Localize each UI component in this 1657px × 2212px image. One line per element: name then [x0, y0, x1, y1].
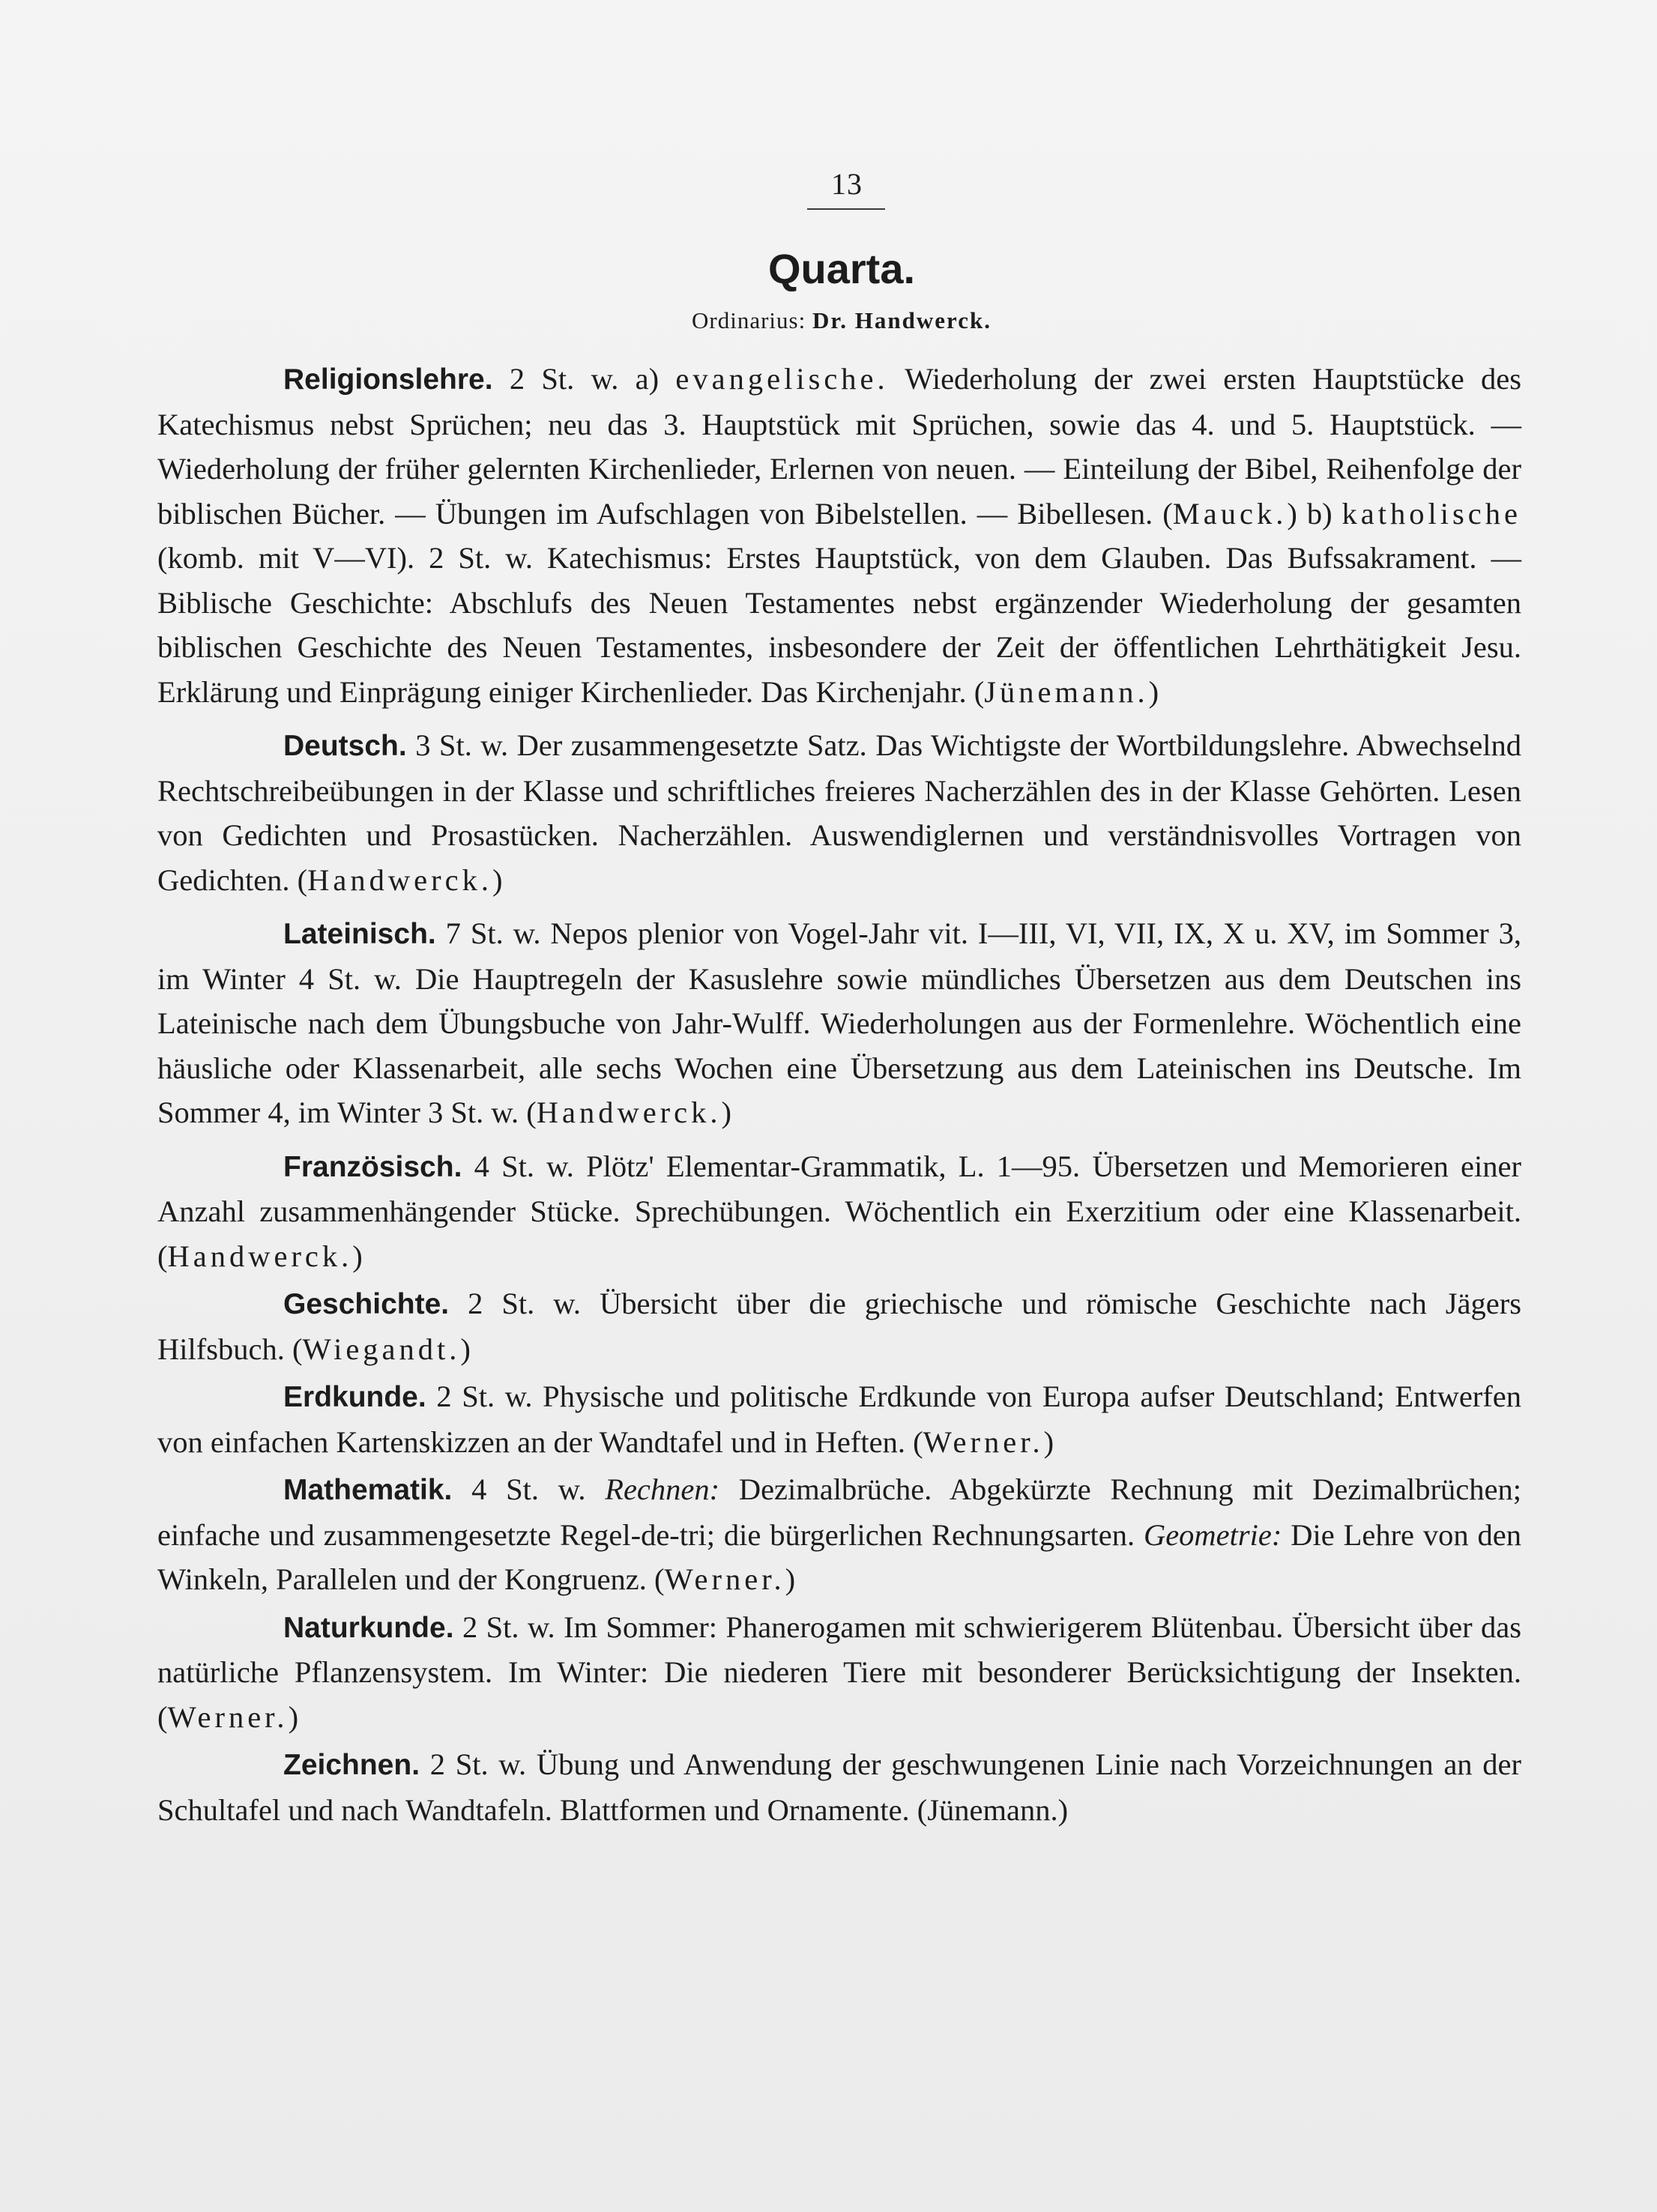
section-text: 2 St. w. Physische und politische Erdkunde von Europa aufser Deutschland; Entwerfen von einfachen Kartenskizzen an der Wandtafel und in Heften. ( — [157, 1380, 1521, 1459]
section-spaced-term: katholische — [1341, 496, 1521, 531]
section-religionslehre — [157, 357, 1521, 714]
section-spaced-term: evangelische. — [675, 362, 889, 396]
page-title: Quarta. — [767, 245, 916, 292]
page-number: 13 — [831, 167, 863, 201]
section-text: 2 St. w. Übersicht über die griechische und römische Geschichte nach Jägers Hilfsbuch. ( — [157, 1287, 1521, 1366]
section-text: 7 St. w. Nepos plenior von Vogel-Jahr vit. I—III, VI, VII, IX, X u. XV, im Sommer 3, im Winter 4 St. w. Die Hauptregeln der Kasuslehre sowie mündliches Übersetzen aus dem Deutschen ins Lateinische nach dem Übungsbuche von Jahr-Wulff. Wiederholungen aus der Formenlehre. Wöchentlich eine häusliche oder Klassenarbeit, alle sechs Wochen eine Übersetzung aus dem Lateinischen ins Deutsche. Im Sommer 4, im Winter 3 St. w. ( — [157, 916, 1521, 1129]
teacher-name: Handwerck. — [167, 1239, 353, 1273]
section-deutsch — [157, 723, 1521, 902]
subject-heading: Mathematik. — [283, 1474, 453, 1506]
section-text: 2 St. w. Im Sommer: Phanerogamen mit schwierigerem Blütenbau. Übersicht über das natürliche Pflanzensystem. Im Winter: Die niederen Tiere mit besonderer Berücksichtigung der Insekten. ( — [157, 1610, 1521, 1734]
section-text: 3 St. w. Der zusammengesetzte Satz. Das Wichtigste der Wortbildungslehre. Abwechselnd Rechtschreibeübungen in der Klasse und schriftliches freieres Nacherzählen des in der Klasse Gehörten. Lesen von Gedichten und Prosastücken. Nacherzählen. Auswendiglernen und verständnisvolles Vortragen von Gedichten. ( — [157, 728, 1521, 897]
page-number-rule — [807, 208, 885, 210]
subject-heading: Erdkunde. — [283, 1381, 426, 1413]
teacher-name: Jünemann. — [927, 1792, 1058, 1827]
section-text: ) — [288, 1699, 299, 1734]
section-naturkunde — [157, 1605, 1521, 1740]
section-text: 2 St. w. a) — [492, 362, 676, 396]
teacher-name: Werner. — [923, 1424, 1044, 1459]
section-italic-term: Geometrie: — [1143, 1517, 1282, 1552]
section-text: Wiederholung der zwei ersten Hauptstücke des Katechismus nebst Sprüchen; neu das 3. Hauptstück mit Sprüchen, sowie das 4. und 5. Hauptstück. — Wiederholung der früher gelernten Kirchenlieder, Erlernen von neuen. — Einteilung der Bibel, Reihenfolge der biblischen Bücher. — Übungen im Aufschlagen von Bibelstellen. — Bibellesen. ( — [157, 362, 1522, 531]
subject-heading: Deutsch. — [283, 730, 407, 762]
section-text: ) — [352, 1239, 363, 1273]
ordinarius-label: Ordinarius: — [692, 307, 806, 333]
teacher-name: Werner. — [167, 1699, 289, 1734]
section-franzoesisch — [157, 1144, 1521, 1279]
subject-heading: Naturkunde. — [283, 1611, 454, 1644]
section-text: 2 St. w. Übung und Anwendung der geschwungenen Linie nach Vorzeichnungen an der Schultafel und nach Wandtafeln. Blattformen und Ornamente. ( — [157, 1747, 1521, 1827]
teacher-name: Handwerck. — [307, 862, 492, 897]
section-text: ) — [492, 862, 503, 897]
section-text: Die Lehre von den Winkeln, Parallelen und der Kongruenz. ( — [157, 1517, 1521, 1596]
section-geschichte — [157, 1281, 1521, 1371]
subject-heading: Lateinisch. — [283, 918, 436, 950]
section-text: 4 St. w. Plötz' Elementar-Grammatik, L. 1—95. Übersetzen und Memorieren einer Anzahl zusammenhängender Stücke. Sprechübungen. Wöchentlich ein Exerzitium oder eine Klassenarbeit. ( — [157, 1149, 1521, 1273]
section-text: ) — [1043, 1424, 1054, 1459]
subject-heading: Zeichnen. — [283, 1749, 420, 1781]
teacher-name: Jünemann. — [984, 674, 1149, 709]
section-text: Dezimalbrüche. Abgekürzte Rechnung mit Dezimalbrüchen; einfache und zusammengesetzte Regel-de-tri; die bürgerlichen Rechnungsarten. — [157, 1472, 1521, 1552]
subject-heading: Geschichte. — [283, 1288, 450, 1320]
section-mathematik — [157, 1467, 1521, 1602]
section-italic-term: Rechnen: — [605, 1472, 720, 1506]
section-text: (komb. mit V—VI). 2 St. w. Katechismus: Erstes Hauptstück, von dem Glauben. Das Bufssakrament. — Biblische Geschichte: Abschlufs des Neuen Testamentes nebst ergänzender Wiederholung der gesamten biblischen Geschichte des Neuen Testamentes, insbesondere der Zeit der öffentlichen Lehrthätigkeit Jesu. Erklärung und Einprägung einiger Kirchenlieder. Das Kirchenjahr. ( — [157, 541, 1521, 709]
section-text: ) b) — [1287, 496, 1342, 531]
section-zeichnen — [157, 1742, 1521, 1832]
section-text: ) — [721, 1096, 732, 1129]
teacher-name: Mauck. — [1172, 496, 1288, 531]
subject-heading: Religionslehre. — [283, 363, 493, 396]
teacher-name: Werner. — [664, 1562, 785, 1596]
section-text: 4 St. w. — [452, 1472, 606, 1506]
ordinarius-name: Dr. Handwerck. — [812, 307, 992, 333]
section-lateinisch — [157, 911, 1521, 1135]
section-text: ) — [460, 1332, 471, 1366]
teacher-name: Wiegandt. — [302, 1332, 461, 1366]
subject-heading: Französisch. — [283, 1150, 462, 1183]
teacher-name: Handwerck. — [536, 1096, 722, 1129]
section-text: ) — [1057, 1792, 1069, 1827]
section-text: ) — [785, 1562, 796, 1596]
section-text: ) — [1148, 674, 1159, 709]
content-body — [157, 357, 1521, 1832]
ordinarius-line — [0, 307, 1657, 334]
section-erdkunde — [157, 1374, 1521, 1464]
